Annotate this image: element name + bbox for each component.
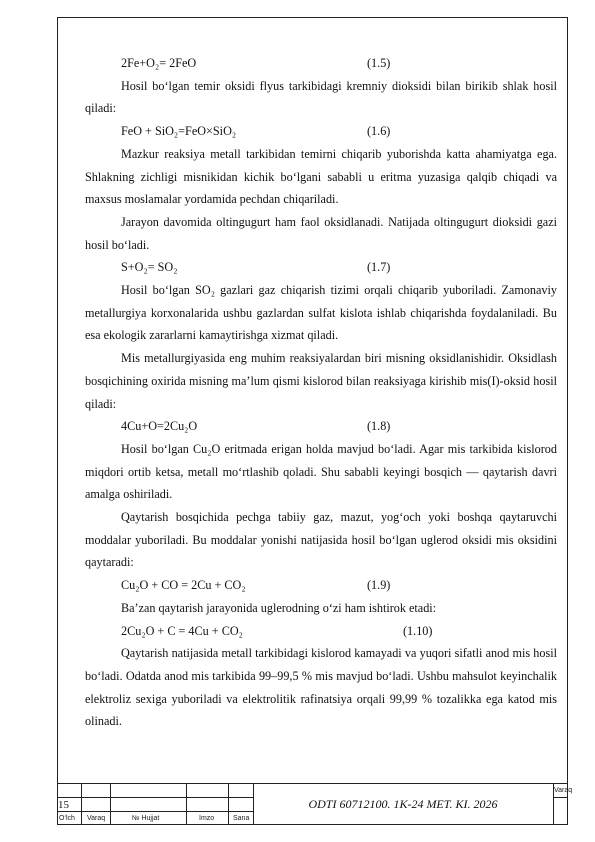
document-body [85, 52, 557, 733]
equation-number: (1.6) [367, 124, 391, 139]
paragraph: Ba’zan qaytarish jarayonida uglerodning o‘zi ham ishtirok etadi: [121, 600, 437, 615]
paragraph: Jarayon davomida oltingugurt ham faol oksidlanadi. Natijada oltingugurt dioksidi gazi hosil bo‘ladi. [85, 214, 557, 252]
column-imzo: Imzo [199, 815, 215, 822]
equation-1-7 [121, 256, 557, 279]
paragraph: Mis metallurgiyasida eng muhim reaksiyalardan biri misning oksidlanishidir. Oksidlash bosqichining oxirida misning ma’lum qismi kislorod bilan reaksiyaga kirishib mis(I)-oksid hosil qiladi: [85, 351, 557, 411]
equation-formula: 4Cu+O=2Cu₂O [121, 419, 198, 434]
equation-number: (1.7) [367, 260, 391, 275]
column-hujjat: № Hujjat [132, 815, 160, 822]
equation-1-6 [121, 120, 557, 143]
equation-number: (1.9) [367, 578, 391, 593]
column-sana: Sana [233, 815, 250, 822]
equation-formula: FeO + SiO₂=FeO×SiO₂ [121, 124, 237, 139]
paragraph: Hosil bo‘lgan SO₂ gazlari gaz chiqarish tizimi orqali chiqarib yuboriladi. Zamonaviy metallurgiya korxonalarida ushbu gazlardan sulfat kislota ishlab chiqarishda foydalaniladi. Bu esa ekologik zararlarni kamaytirishga xizmat qiladi. [85, 283, 557, 343]
column-olch: O‘lch [59, 815, 75, 822]
paragraph: Qaytarish bosqichida pechga tabiiy gaz, mazut, yog‘och yoki boshqa qaytaruvchi moddalar yuboriladi. Bu moddalar yonishi natijasida hosil bo‘lgan uglerod oksidi mis oksidini qaytaradi: [85, 510, 557, 570]
equation-1-9 [121, 574, 557, 597]
equation-formula: 2Cu₂O + C = 4Cu + CO₂ [121, 623, 243, 638]
paragraph: Hosil bo‘lgan Cu₂O eritmada erigan holda mavjud bo‘ladi. Agar mis tarkibida kislorod miqdori ortib ketsa, metall mo‘rtlashib qoladi. Shu sababli keyingi bosqich — qaytarish davri amalga oshiriladi. [85, 441, 557, 502]
paragraph: Mazkur reaksiya metall tarkibidan temirni chiqarib yuborishda katta ahamiyatga ega. Shlakning zichligi misnikidan kichik bo‘lgani sababli u eritma yuzasiga qalqib chiqadi va maxsus moslamalar yordamida pechdan chiqariladi. [85, 146, 557, 207]
equation-1-5 [121, 52, 557, 75]
equation-number: (1.10) [403, 623, 433, 638]
equation-formula: S+O₂= SO₂ [121, 260, 178, 275]
equation-number: (1.5) [367, 56, 391, 70]
equation-formula: 2Fe+O₂= 2FeO [121, 56, 197, 70]
equation-formula: Cu₂O + CO = 2Cu + CO₂ [121, 578, 246, 593]
varaq-label: Varaq [554, 787, 573, 794]
equation-1-8 [121, 415, 557, 438]
document-code: ODTI 60712100. 1K-24 MET. KI. 2026 [308, 796, 498, 811]
paragraph: Hosil bo‘lgan temir oksidi flyus tarkibidagi kremniy dioksidi bilan birikib shlak hosil qiladi: [85, 78, 557, 116]
page-number: 15 [58, 799, 69, 811]
equation-number: (1.8) [367, 419, 391, 434]
column-varaq: Varaq [87, 815, 106, 822]
equation-1-10 [121, 620, 557, 643]
paragraph: Qaytarish natijasida metall tarkibidagi kislorod kamayadi va yuqori sifatli anod mis hosil bo‘ladi. Odatda anod mis tarkibida 99–99,5 % mis mavjud bo‘ladi. Ushbu mahsulot keyinchalik elektroliz sexiga yuboriladi va elektrolitik rafinatsiya orqali 99,99 % tozalikka ega katod mis olinadi. [85, 646, 557, 729]
title-block [57, 783, 573, 825]
